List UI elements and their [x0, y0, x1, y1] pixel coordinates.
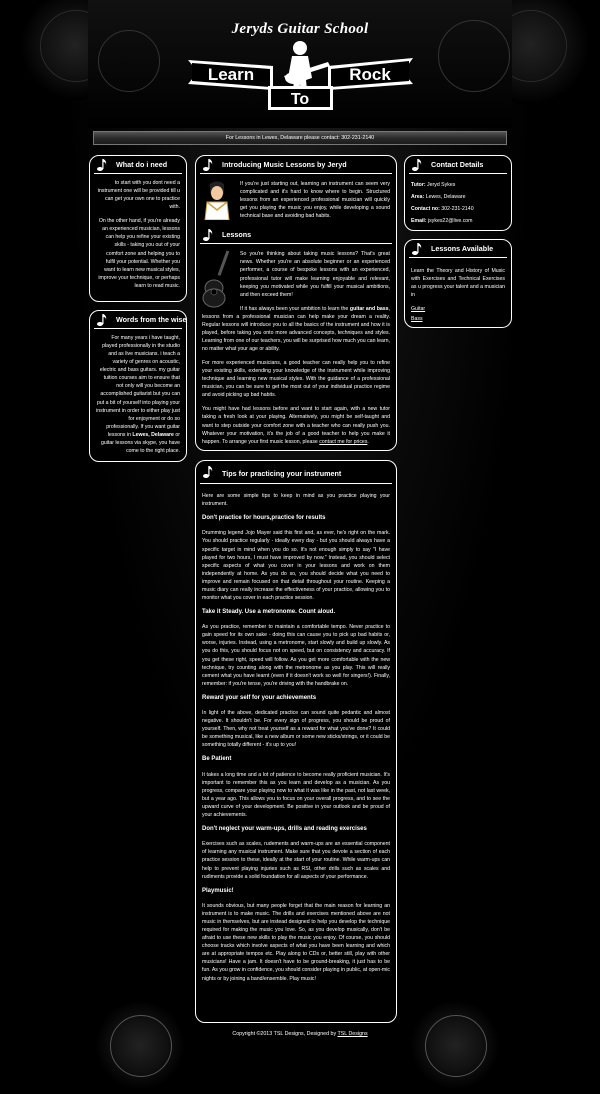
text: . — [367, 438, 369, 445]
paragraph: On the other hand, if you're already an experienced musician, lessons can help you refine your existing skills - taking you out of your comfort zone and helping you to fulfil your potential. Whether you want to learn new musical styles, improve your technique, or perhaps learn to read music. — [98, 218, 180, 289]
value: Lewes, Delaware — [424, 194, 466, 201]
tip-text: It sounds obvious, but many people forget that the main reason for learning an instrument is to make music. The drills and exercises mentioned above are not music in themselves, but are instead designed to help you develop the technique required for making the music you love. So, as you develop musically, don't be afraid to use these new skills to play the music you enjoy. Of course, you should choose tracks which involve aspects of what you have been learning and which are at appropriate tempos etc. Play along to CDs or, better still, play with other musicians! Have a jam. It doesn't have to be ground-breaking, it just has to be fun. As you grow in confidence, you should consider playing in public, at open-mic nights or by joining a band/ensemble. Play music! — [202, 902, 390, 982]
banner-word-learn: Learn — [207, 65, 255, 84]
contact-line — [411, 205, 505, 213]
box-header — [94, 311, 187, 329]
contact-prices-link[interactable]: contact me for prices — [319, 438, 368, 445]
music-note-icon — [411, 158, 425, 172]
value: 302-231-2140 — [439, 206, 474, 213]
what-do-i-need-box — [89, 155, 187, 302]
tip-text: It takes a long time and a lot of patience to become really proficient musician. It's important to remember this as you learn and develop as a musician. As you progress, compare your playing now to what it was like in the past, not last week, but a year ago. This allows you to focus on your overall progress, and to see the upward curve of your development. Be positive in your outlook and be proud of your achievements. — [202, 771, 390, 818]
site-header — [88, 0, 512, 128]
footer — [0, 1030, 600, 1038]
box-header — [200, 156, 392, 174]
label: Area: — [411, 194, 425, 201]
music-note-icon — [411, 242, 425, 256]
box-title: Introducing Music Lessons by Jeryd — [222, 160, 347, 169]
area-line — [411, 193, 505, 201]
bold-text: guitar and bass — [349, 305, 389, 312]
box-header — [409, 240, 507, 258]
paragraph — [96, 334, 180, 455]
text: , lessons from a professional musician can help make your dream a reality. Regular lessons will introduce you to all the basics of the instrument and how it is played, before taking you onto more advanced concepts, techniques and styles. Learning from one of our teachers, you will be surprised how much you can learn, no matter what your age or ability. — [202, 305, 390, 352]
tip-text: As you practice, remember to maintain a comfortable tempo. Never practice to gain speed for its own sake - doing this can cause you to pick up bad habits or, worse, injuries. Instead, using a metronome, start slowly and build up slowly. As you do this, you should focus not on speed, but on consistency and accuracy. If you get these right, speed will follow. As you get more comfortable with the new technique, try counting along with the metronome as you play. This will really cement what you have learnt (even if it doesn't work so well for singers!). Finally, remember: if you're tense, you're driving with the handbrake on. — [202, 624, 390, 687]
text: or guitar lessons via skype, you have come to the right place. — [100, 431, 180, 454]
lessons-paragraph: For more experienced musicians, a good teacher can really help you to refine your existing skills, extending your knowledge of the instrument while improving technique and learning new musical styles. With the guidance of a professional musician, you can be sure to get the most out of your individual practice regime and avoid picking up bad habits. — [202, 360, 390, 399]
contact-details-box — [404, 155, 512, 231]
text: You might have had lessons before and want to start again, with a new tutor taking a fresh look at your playing. Alternatively, you might be self-taught and want to step outside your comfort zone with a teacher who can really push you. Whatever your motivation, it's the job of a good teacher to help you make it happen. To arrange your first music lesson, please — [202, 406, 390, 445]
value: jsykes22@live.com — [426, 218, 473, 225]
tip-text: Drumming legend Jojo Mayer said this first and, as ever, he's right on the mark. You should practice regularly - ideally every day - but you should always have a specific target in mind when you do so. It's not enough simply to say "I have played for two hours, I must have improved by now." Instead, you should select specific aspects of what you cover in your lessons and work on them independently at home. As you do so, you should decide what you need to improve and remain focused on that detail throughout your routine. Keeping a music diary can really increase the effectiveness of your practice, allowing you to monitor what you cover in each practice session. — [202, 530, 390, 601]
label: Tutor: — [411, 182, 426, 188]
tip-text: In light of the above, dedicated practice can sound quite pedantic and almost negative. It shouldn't be. For every sign of progress, you should be proud of yourself. Then, why not treat yourself as a reward for what you've done? It could be something musical, like a new album or some new sticks/strings, or it could be something totally different - it's up to you! — [202, 710, 390, 749]
label: Email: — [411, 218, 427, 225]
tutor-line — [411, 181, 505, 189]
tips-box — [195, 460, 397, 1023]
guitar-illustration — [202, 250, 232, 308]
tip-heading: Take it Steady. Use a metronome. Count aloud. — [202, 608, 336, 615]
box-title: Contact Details — [431, 160, 484, 169]
tip-heading: Playmusic! — [202, 887, 234, 894]
bass-link[interactable]: Bass — [411, 316, 423, 323]
intro-paragraph: If you're just starting out, learning an instrument can seem very complicated and it's hard to know where to begin. Structured lessons from an experienced professional musician will quickly get you playing the music you enjoy, while developing a sound technical base and avoiding bad habits. — [240, 181, 390, 220]
banner-word-to: To — [290, 91, 310, 108]
text: For many years i have taught, played professionally in the studio and as live musicians. i teach a variety of genres on acoustic, electric and bass guitars. my guitar tuition courses aim to ensure that not only will you become an accomplished guitarist but you can put a bit of yourself into playing your instrument in order to either play just for enjoyment or do so professionally. If you want guitar lessons in — [96, 335, 180, 438]
box-title: Lessons — [222, 230, 252, 240]
tips-intro: Here are some simple tips to keep in mind as you practice playing your instrument. — [202, 493, 390, 508]
music-note-icon — [202, 158, 216, 172]
banner-word-rock: Rock — [349, 65, 391, 84]
learn-to-rock-banner — [88, 0, 512, 128]
bold-text: Lewes, Delaware — [132, 431, 174, 438]
tip-heading: Be Patient — [202, 756, 232, 763]
guitar-link[interactable]: Guitar — [411, 306, 426, 313]
lessons-paragraph — [202, 405, 390, 445]
decorative-flower — [425, 1015, 487, 1077]
paragraph: to start with you dont need a instrument one will be provided till u can get your own one to practice with. — [97, 180, 180, 211]
lessons-paragraph: So you're thinking about taking music lessons? That's great news. Whether you're an absolute beginner or an experienced performer, a course of bespoke lessons with an experienced, professional tutor will make learning enjoyable and relevant, keeping you motivated while you fulfill your musical ambitions, and then exceed them! — [240, 251, 390, 298]
lessons-paragraph — [202, 305, 390, 353]
tip-text: Exercises such as scales, rudements and warm-ups are an essential component of learning any musical instrument. Make sure that you devote a section of each practice session to these, ideally at the start of your routine. While warm-ups can help to prevent playing injuries such as RSI, other drills such as scales and rudiments provide a solid foundation for all aspects of your performance. — [202, 841, 390, 880]
tip-heading: Don't practice for hours,practice for results — [202, 515, 326, 522]
box-header — [200, 461, 392, 484]
box-title: What do i need — [116, 160, 168, 169]
box-header — [200, 226, 392, 244]
words-from-the-wise-box — [89, 310, 187, 462]
tip-heading: Don't neglect your warm-ups, drills and reading exercises — [202, 826, 367, 833]
box-title: Tips for practicing your instrument — [222, 469, 342, 478]
copyright-text: Copyright ©2013 TSL Designs, Designed by — [232, 1031, 338, 1037]
music-note-icon — [202, 228, 216, 242]
site-title: Jeryds Guitar School — [231, 21, 369, 37]
music-note-icon — [96, 158, 110, 172]
tip-heading: Reward your self for your achievements — [202, 694, 317, 701]
box-header — [409, 156, 507, 174]
email-line — [411, 217, 505, 225]
text: If it has always been your ambition to learn the — [240, 305, 350, 312]
music-note-icon — [96, 313, 110, 327]
intro-lessons-box — [195, 155, 397, 451]
label: Contact no: — [411, 206, 440, 213]
contact-bar: For Lessons in Lewes, Delaware please contact: 302-231-2140 — [93, 131, 507, 145]
elvis-illustration — [202, 180, 232, 220]
tsl-designs-link[interactable]: TSL Designs — [337, 1031, 368, 1037]
music-note-icon — [202, 465, 216, 479]
lessons-available-box — [404, 239, 512, 328]
decorative-flower — [110, 1015, 172, 1077]
box-title: Lessons Available — [431, 244, 494, 253]
box-header — [94, 156, 182, 174]
lessons-available-text: Learn the Theory and History of Music with Exercises and Technical Exercises as u progress your talent and a musician in — [411, 268, 505, 299]
box-title: Words from the wise — [116, 315, 187, 324]
value: Jeryd Sykes — [425, 182, 456, 188]
